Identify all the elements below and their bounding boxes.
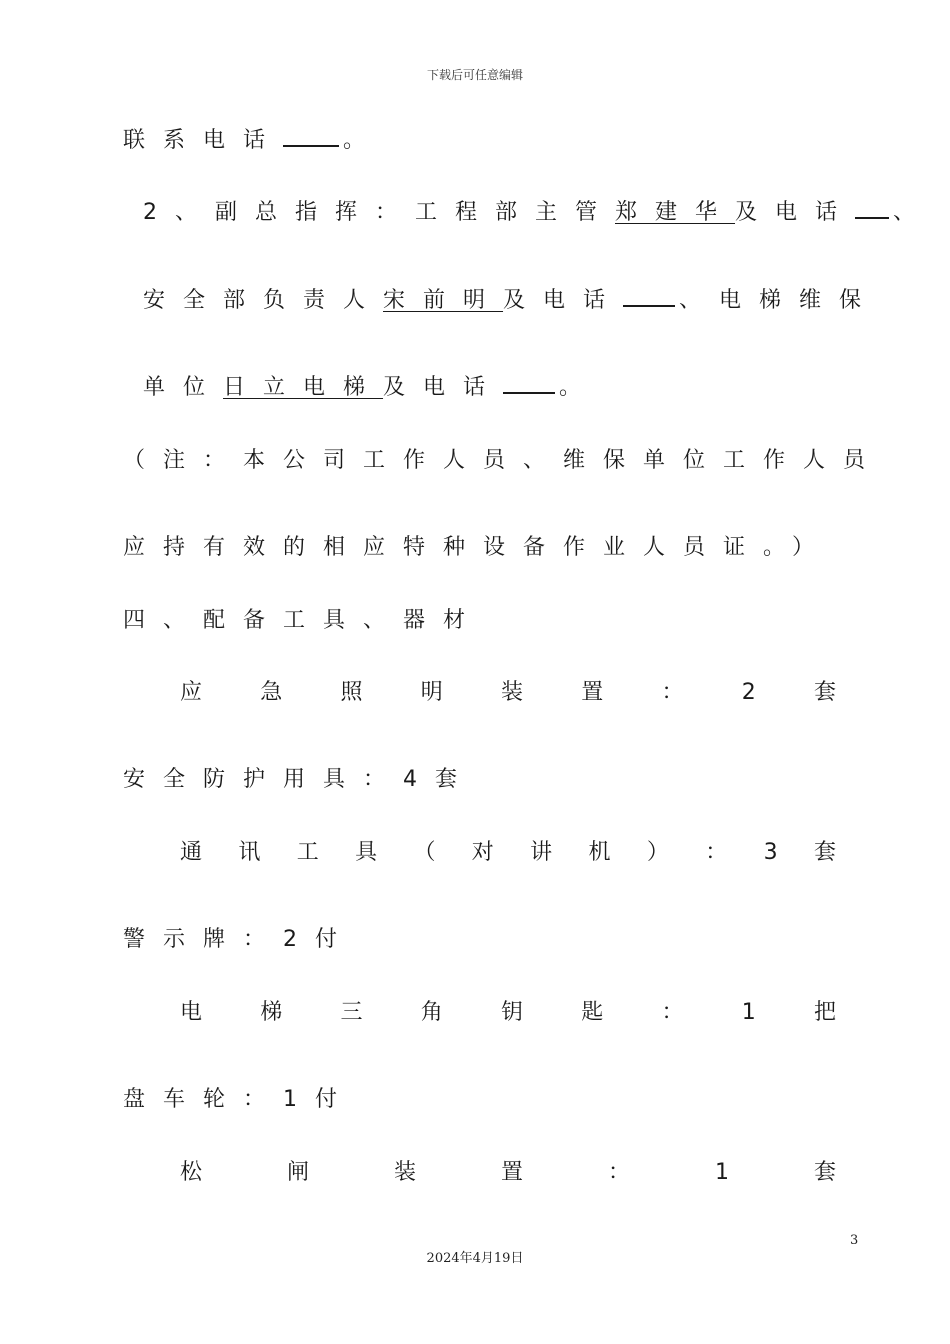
brake-release-row [180, 1158, 836, 1188]
char: 置 [581, 680, 604, 705]
name-underlined: 宋前明 [383, 288, 504, 313]
char: 套 [813, 840, 836, 865]
char: 讲 [530, 840, 553, 865]
text: 及电话 [503, 288, 624, 313]
char: 闸 [287, 1160, 310, 1185]
triangle-key-row [180, 998, 836, 1028]
text: 、 [893, 200, 916, 225]
char: 通 [180, 840, 203, 865]
section-heading: 四、配备工具、器材 [123, 608, 484, 633]
char: ： [661, 1000, 684, 1025]
text: 2、副总指挥：工程部主管 [143, 200, 615, 225]
char: 把 [813, 1000, 836, 1025]
intercom-row [180, 838, 836, 868]
warning-sign-line: 警示牌：2付 [123, 927, 355, 952]
text: 及电话 [735, 200, 856, 225]
text: 、电梯维保 [679, 288, 880, 313]
char: ） [646, 840, 669, 865]
char: 装 [394, 1160, 417, 1185]
char: 三 [340, 1000, 363, 1025]
text: 。 [343, 128, 384, 153]
contact-phone-line [123, 126, 383, 156]
turning-wheel-line: 盘车轮：1付 [123, 1087, 355, 1112]
text: 安全部负责人 [143, 288, 384, 313]
maintenance-unit-line [143, 373, 599, 403]
text: 。 [559, 375, 600, 400]
phone-blank [503, 376, 555, 394]
char: ： [661, 680, 684, 705]
name-underlined: 日立电梯 [223, 375, 384, 400]
char: 角 [420, 1000, 443, 1025]
char: 急 [260, 680, 283, 705]
char: ： [705, 840, 728, 865]
text: 联系电话 [123, 128, 284, 153]
text: 单位 [143, 375, 224, 400]
char: 照 [340, 680, 363, 705]
char: 工 [296, 840, 319, 865]
char: 松 [180, 1160, 203, 1185]
char: 具 [355, 840, 378, 865]
char: 电 [180, 1000, 203, 1025]
phone-blank [283, 129, 339, 147]
deputy-commander-line [143, 198, 915, 228]
char: 对 [471, 840, 494, 865]
note-line-1: （注：本公司工作人员、维保单位工作人员 [123, 448, 884, 473]
char: 明 [420, 680, 443, 705]
char: 2 [741, 680, 756, 705]
phone-blank [623, 289, 675, 307]
page-header: 下载后可任意编辑 [426, 68, 523, 82]
emergency-lighting-row [180, 678, 836, 708]
page-number: 3 [850, 1233, 859, 1248]
protective-gear-line: 安全防护用具：4套 [123, 767, 475, 792]
char: 机 [588, 840, 611, 865]
phone-blank [855, 201, 889, 219]
char: 匙 [581, 1000, 604, 1025]
char: （ [413, 840, 436, 865]
char: 套 [813, 680, 836, 705]
text: 及电话 [383, 375, 504, 400]
char: 装 [501, 680, 524, 705]
char: 1 [715, 1160, 729, 1185]
page-footer-date: 2024年4月19日 [426, 1251, 524, 1266]
char: 1 [741, 1000, 756, 1025]
char: 套 [813, 1160, 836, 1185]
char: 3 [763, 840, 778, 865]
char: 钥 [501, 1000, 524, 1025]
name-underlined: 郑建华 [615, 200, 736, 225]
char: ： [608, 1160, 631, 1185]
char: 应 [180, 680, 203, 705]
char: 讯 [238, 840, 261, 865]
note-line-2: 应持有效的相应特种设备作业人员证。） [123, 535, 833, 560]
char: 梯 [260, 1000, 283, 1025]
char: 置 [501, 1160, 524, 1185]
safety-dept-line [143, 286, 879, 316]
